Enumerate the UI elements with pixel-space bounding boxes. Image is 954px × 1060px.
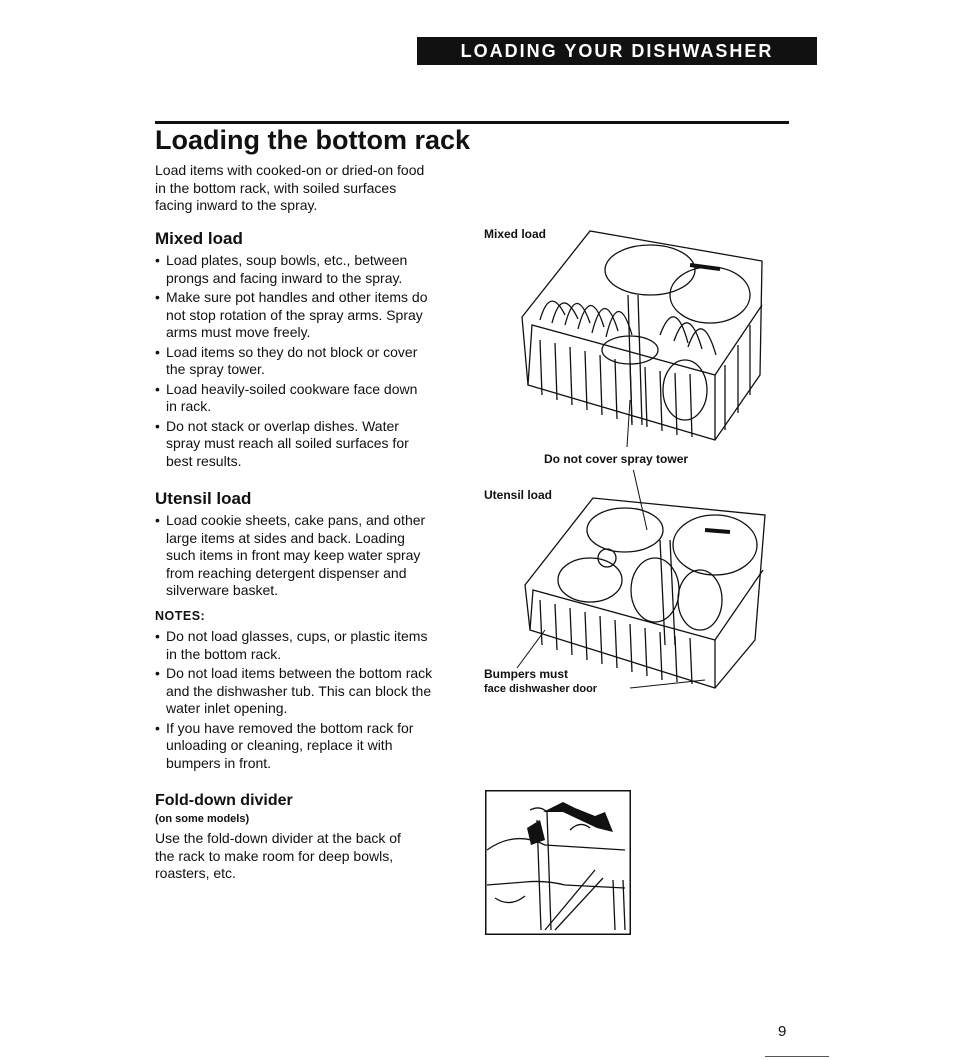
page-number: 9: [778, 1023, 787, 1040]
intro-line: facing inward to the spray.: [155, 197, 318, 213]
list-item: • If you have removed the bottom rack for unloading or cleaning, replace it with bumpers in front.: [155, 720, 465, 773]
list-line: Load heavily-soiled cookware face down: [166, 380, 418, 397]
list-line: not stop rotation of the spray arms. Spray: [166, 306, 423, 323]
list-line: unloading or cleaning, replace it with: [166, 737, 393, 753]
section-banner: LOADING YOUR DISHWASHER: [417, 37, 817, 65]
list-line: spray must reach all soiled surfaces for: [166, 435, 409, 451]
list-item: • Load heavily-soiled cookware face down in rack.: [155, 381, 465, 416]
fold-down-divider-illustration: [485, 790, 631, 935]
list-line: in rack.: [166, 398, 212, 414]
utensil-load-caption: Utensil load: [484, 488, 553, 502]
list-line: If you have removed the bottom rack for: [166, 719, 414, 736]
fold-down-line: Use the fold-down divider at the back of: [155, 830, 401, 846]
mixed-load-heading: Mixed load: [155, 229, 243, 248]
bumpers-caption-line: Bumpers must: [484, 667, 569, 681]
mixed-load-list: [155, 252, 465, 472]
utensil-load-heading: Utensil load: [155, 489, 252, 508]
notes-label: NOTES:: [155, 609, 206, 623]
footer-rule: [765, 1056, 829, 1057]
list-item: • Do not load items between the bottom rack and the dishwasher tub. This can block the water inlet opening.: [155, 665, 465, 718]
list-line: arms must move freely.: [166, 324, 311, 340]
list-line: best results.: [166, 452, 242, 469]
fold-down-paragraph: [155, 830, 455, 883]
list-item: • Load plates, soup bowls, etc., between prongs and facing inward to the spray.: [155, 252, 465, 287]
list-line: prongs and facing inward to the spray.: [166, 269, 403, 286]
fold-down-line: roasters, etc.: [155, 865, 236, 881]
utensil-load-rack-illustration: [515, 470, 770, 692]
bumpers-caption-line: face dishwasher door: [484, 683, 598, 695]
list-line: large items at sides and back. Loading: [166, 529, 405, 546]
list-line: such items in front may keep water spray: [166, 547, 421, 563]
list-line: Do not load items between the bottom rack: [166, 665, 433, 681]
fold-down-heading: Fold-down divider: [155, 792, 293, 809]
list-item: • Do not stack or overlap dishes. Water spray must reach all soiled surfaces for best results.: [155, 418, 465, 471]
mixed-load-rack-illustration: [510, 225, 772, 447]
list-item: • Load cookie sheets, cake pans, and other large items at sides and back. Loading such items in front may keep water spray from reaching detergent dispenser and silverware basket.: [155, 512, 465, 600]
spray-tower-caption: Do not cover spray tower: [544, 452, 689, 466]
mixed-load-caption: Mixed load: [484, 227, 547, 241]
list-line: and the dishwasher tub. This can block the: [166, 682, 432, 699]
list-line: Load cookie sheets, cake pans, and other: [166, 512, 426, 528]
list-line: bumpers in front.: [166, 754, 272, 771]
list-line: silverware basket.: [166, 582, 279, 598]
list-line: Do not stack or overlap dishes. Water: [166, 417, 399, 434]
list-line: Load items so they do not block or cover: [166, 343, 418, 360]
list-line: water inlet opening.: [166, 700, 288, 716]
intro-line: in the bottom rack, with soiled surfaces: [155, 179, 397, 196]
list-item: • Make sure pot handles and other items do not stop rotation of the spray arms. Spray arms must move freely.: [155, 289, 465, 342]
intro-line: Load items with cooked-on or dried-on food: [155, 162, 425, 178]
notes-list: [155, 628, 465, 774]
list-line: Load plates, soup bowls, etc., between: [166, 252, 408, 268]
intro-paragraph: [155, 162, 455, 215]
fold-down-subheading: (on some models): [155, 813, 250, 825]
list-line: the spray tower.: [166, 361, 265, 377]
list-item: • Load items so they do not block or cover the spray tower.: [155, 344, 465, 379]
list-item: • Do not load glasses, cups, or plastic items in the bottom rack.: [155, 628, 465, 663]
fold-down-line: the rack to make room for deep bowls,: [155, 847, 394, 864]
utensil-load-list: [155, 512, 465, 602]
list-line: from reaching detergent dispenser and: [166, 564, 407, 581]
page-title: Loading the bottom rack: [155, 125, 471, 155]
list-line: Make sure pot handles and other items do: [166, 289, 428, 305]
list-line: Do not load glasses, cups, or plastic items: [166, 628, 428, 644]
list-line: in the bottom rack.: [166, 645, 282, 662]
